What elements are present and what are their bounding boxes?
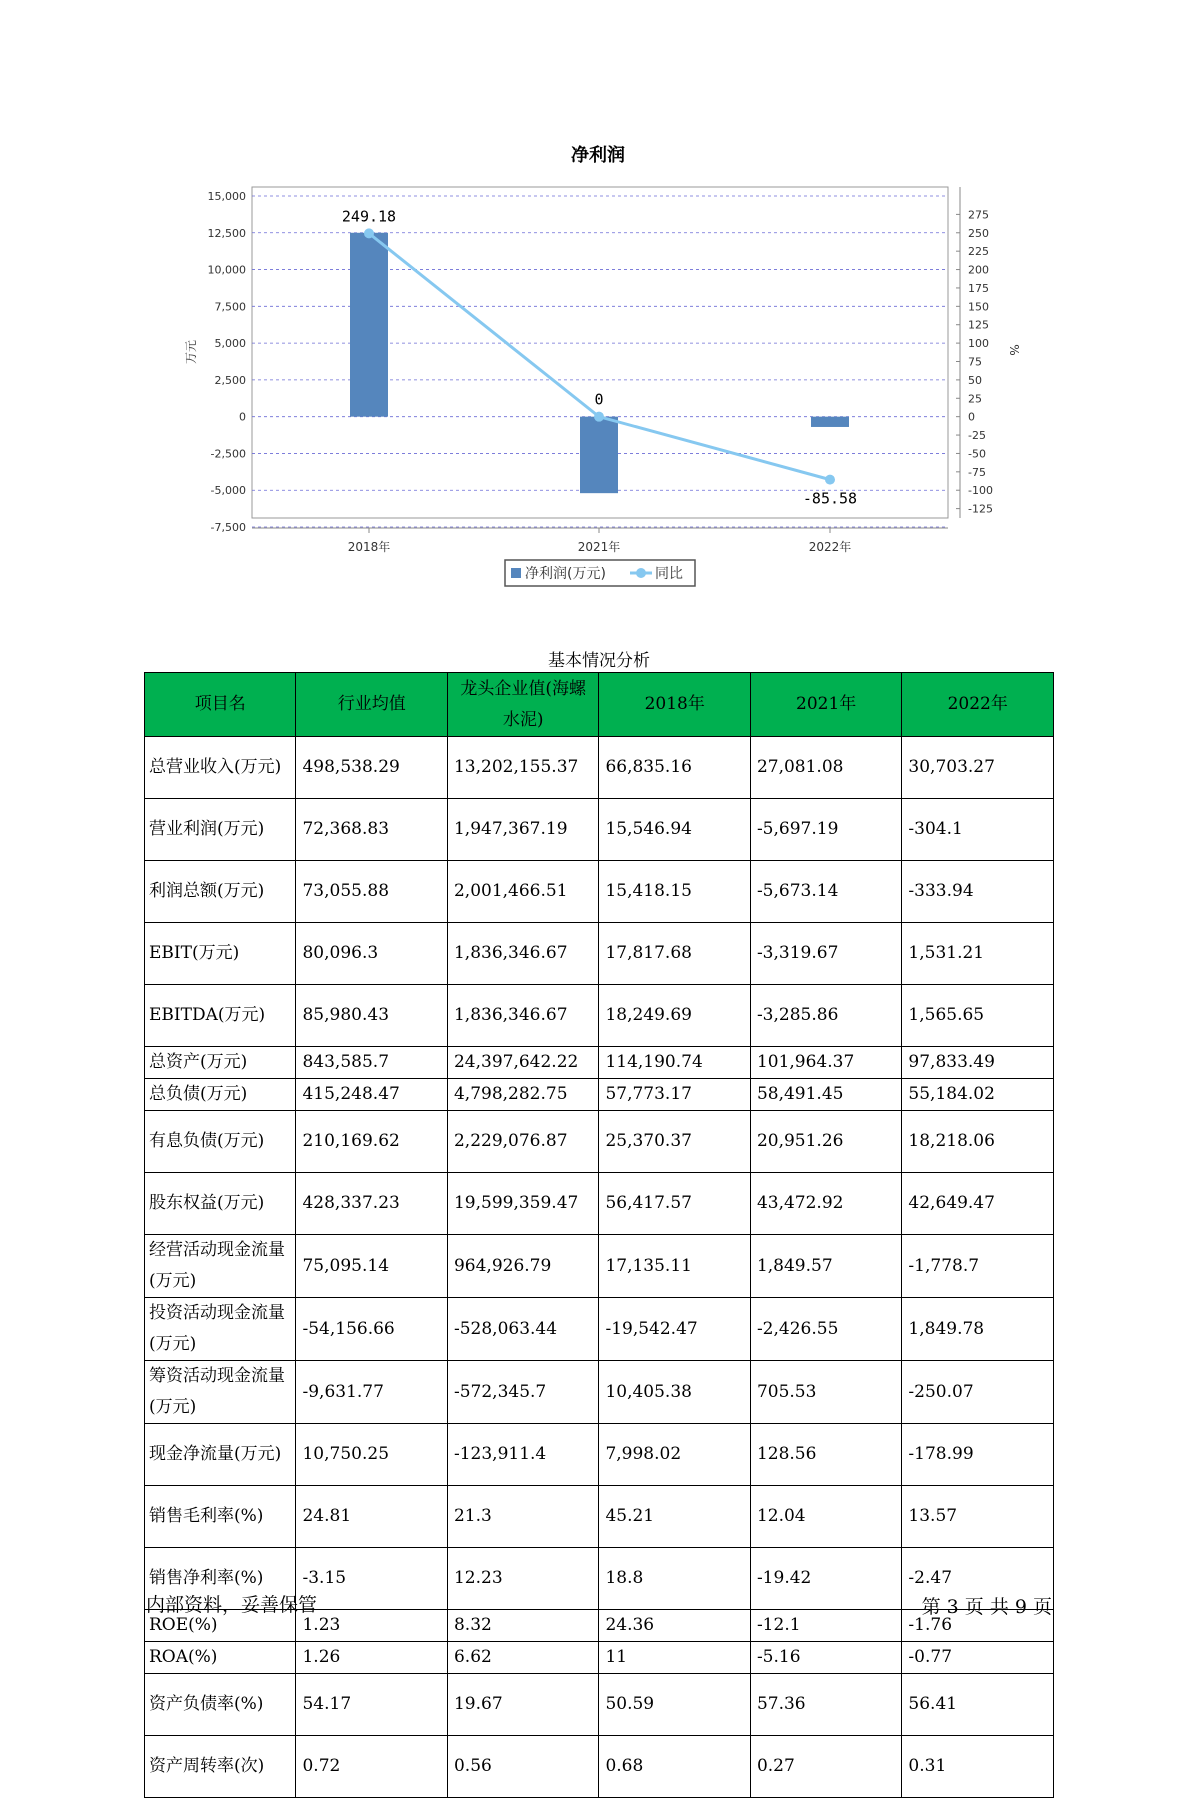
y2-tick-label: 125 (968, 318, 989, 332)
y2-tick-label: 50 (968, 373, 982, 387)
table-cell: -333.94 (902, 861, 1054, 923)
y2-tick-label: 275 (968, 208, 989, 222)
row-label: 总营业收入(万元) (145, 737, 296, 799)
yoy-data-label: -85.58 (802, 489, 858, 508)
chart-title: 净利润 (571, 145, 625, 166)
y-tick-label: 10,000 (207, 263, 246, 277)
table-cell: 13,202,155.37 (447, 737, 598, 799)
x-tick-label: 2022年 (808, 540, 852, 554)
table-cell: -178.99 (902, 1424, 1054, 1486)
header-2022: 2022年 (902, 673, 1054, 737)
table-cell: 1,836,346.67 (447, 923, 598, 985)
table-cell: -2.47 (902, 1548, 1054, 1610)
table-cell: 498,538.29 (296, 737, 447, 799)
header-2021: 2021年 (750, 673, 901, 737)
table-cell: 6.62 (447, 1642, 598, 1674)
header-2018: 2018年 (599, 673, 750, 737)
row-label: 销售毛利率(%) (145, 1486, 296, 1548)
y2-tick-label: -25 (968, 429, 986, 443)
table-cell: 50.59 (599, 1674, 750, 1736)
y2-tick-label: 75 (968, 355, 982, 369)
table-cell: -0.77 (902, 1642, 1054, 1674)
footer-confidential-note: 内部资料，妥善保管 (146, 1594, 318, 1616)
row-label: 利润总额(万元) (145, 861, 296, 923)
table-row (145, 1047, 1054, 1079)
y-tick-label: -5,000 (210, 484, 246, 498)
row-label: 筹资活动现金流量(万元) (145, 1361, 296, 1424)
table-cell: 1,849.78 (902, 1298, 1054, 1361)
table-cell: -5,673.14 (750, 861, 901, 923)
table-cell: 45.21 (599, 1486, 750, 1548)
table-cell: -5,697.19 (750, 799, 901, 861)
yoy-point (594, 412, 604, 422)
bar-2022年 (811, 417, 849, 427)
table-cell: 101,964.37 (750, 1047, 901, 1079)
table-cell: 24.81 (296, 1486, 447, 1548)
table-cell: -2,426.55 (750, 1298, 901, 1361)
table-cell: 55,184.02 (902, 1079, 1054, 1111)
table-cell: 18.8 (599, 1548, 750, 1610)
table-row (145, 861, 1054, 923)
table-cell: 85,980.43 (296, 985, 447, 1047)
row-label: 总负债(万元) (145, 1079, 296, 1111)
table-cell: 58,491.45 (750, 1079, 901, 1111)
table-cell: 13.57 (902, 1486, 1054, 1548)
table-cell: 2,229,076.87 (447, 1111, 598, 1173)
table-cell: 0.27 (750, 1736, 901, 1798)
yoy-point (364, 228, 374, 238)
yoy-data-label: 0 (594, 390, 604, 409)
x-tick-label: 2021年 (577, 540, 621, 554)
legend-bar-swatch (511, 568, 521, 578)
table-cell: 19,599,359.47 (447, 1173, 598, 1235)
table-cell: 97,833.49 (902, 1047, 1054, 1079)
table-cell: 0.68 (599, 1736, 750, 1798)
table-row (145, 1486, 1054, 1548)
table-cell: 8.32 (447, 1610, 598, 1642)
table-cell: 57.36 (750, 1674, 901, 1736)
table-cell: 15,418.15 (599, 861, 750, 923)
table-row (145, 1111, 1054, 1173)
header-leader-value: 龙头企业值(海螺水泥) (447, 673, 598, 737)
y-tick-label: 2,500 (214, 373, 246, 387)
table-row (145, 1079, 1054, 1111)
table-cell: 0.56 (447, 1736, 598, 1798)
table-cell: 19.67 (447, 1674, 598, 1736)
table-cell: 18,218.06 (902, 1111, 1054, 1173)
row-label: 销售净利率(%) (145, 1548, 296, 1610)
y2-tick-label: 225 (968, 245, 989, 259)
net-profit-chart (0, 0, 1191, 620)
table-cell: 428,337.23 (296, 1173, 447, 1235)
y2-axis-label: % (1007, 344, 1021, 356)
table-cell: -19.42 (750, 1548, 901, 1610)
bar-2021年 (580, 417, 618, 493)
table-cell: -3,319.67 (750, 923, 901, 985)
row-label: EBITDA(万元) (145, 985, 296, 1047)
table-cell: -9,631.77 (296, 1361, 447, 1424)
legend-line-marker (636, 568, 646, 578)
table-cell: 80,096.3 (296, 923, 447, 985)
table-cell: 66,835.16 (599, 737, 750, 799)
y-axis-label: 万元 (184, 339, 198, 365)
y2-tick-label: -75 (968, 465, 986, 479)
table-cell: 24,397,642.22 (447, 1047, 598, 1079)
row-label: 有息负债(万元) (145, 1111, 296, 1173)
table-cell: 20,951.26 (750, 1111, 901, 1173)
y2-tick-label: 250 (968, 226, 989, 240)
x-tick-label: 2018年 (347, 540, 391, 554)
row-label: 股东权益(万元) (145, 1173, 296, 1235)
table-cell: 964,926.79 (447, 1235, 598, 1298)
table-cell: 25,370.37 (599, 1111, 750, 1173)
table-cell: 1.23 (296, 1610, 447, 1642)
table-cell: 17,135.11 (599, 1235, 750, 1298)
table-cell: 0.31 (902, 1736, 1054, 1798)
table-cell: -528,063.44 (447, 1298, 598, 1361)
row-label: ROE(%) (145, 1610, 296, 1642)
table-cell: -1.76 (902, 1610, 1054, 1642)
table-cell: 10,750.25 (296, 1424, 447, 1486)
y-tick-label: 0 (239, 410, 246, 424)
y-tick-label: 7,500 (214, 300, 246, 314)
y-tick-label: 12,500 (207, 226, 246, 240)
y2-tick-label: 175 (968, 281, 989, 295)
table-cell: 42,649.47 (902, 1173, 1054, 1235)
table-cell: -250.07 (902, 1361, 1054, 1424)
chart-svg (0, 0, 1191, 620)
table-cell: 73,055.88 (296, 861, 447, 923)
table-cell: 7,998.02 (599, 1424, 750, 1486)
table-cell: 415,248.47 (296, 1079, 447, 1111)
table-header-row (145, 673, 1054, 737)
row-label: ROA(%) (145, 1642, 296, 1674)
table-row (145, 1235, 1054, 1298)
y-tick-label: -2,500 (210, 447, 246, 461)
table-cell: 15,546.94 (599, 799, 750, 861)
table-cell: -12.1 (750, 1610, 901, 1642)
table-cell: 10,405.38 (599, 1361, 750, 1424)
table-row (145, 1424, 1054, 1486)
table-cell: 54.17 (296, 1674, 447, 1736)
bar-2018年 (350, 233, 388, 417)
table-cell: 1,531.21 (902, 923, 1054, 985)
table-cell: -5.16 (750, 1642, 901, 1674)
y2-tick-label: -100 (968, 484, 993, 498)
header-industry-avg: 行业均值 (296, 673, 447, 737)
table-cell: 17,817.68 (599, 923, 750, 985)
table-cell: 24.36 (599, 1610, 750, 1642)
row-label: 资产周转率(次) (145, 1736, 296, 1798)
table-cell: 18,249.69 (599, 985, 750, 1047)
table-cell: 56.41 (902, 1674, 1054, 1736)
table-cell: 128.56 (750, 1424, 901, 1486)
table-row (145, 985, 1054, 1047)
yoy-data-label: 249.18 (341, 207, 397, 226)
table-cell: 1.26 (296, 1642, 447, 1674)
table-cell: -19,542.47 (599, 1298, 750, 1361)
y2-tick-label: 0 (968, 410, 975, 424)
table-cell: -572,345.7 (447, 1361, 598, 1424)
table-row (145, 737, 1054, 799)
row-label: 投资活动现金流量(万元) (145, 1298, 296, 1361)
table-cell: 21.3 (447, 1486, 598, 1548)
table-row (145, 923, 1054, 985)
table-cell: 1,836,346.67 (447, 985, 598, 1047)
table-cell: 11 (599, 1642, 750, 1674)
table-cell: 4,798,282.75 (447, 1079, 598, 1111)
legend-line-label: 同比 (655, 566, 683, 582)
table-row (145, 799, 1054, 861)
row-label: 经营活动现金流量(万元) (145, 1235, 296, 1298)
y-tick-label: -7,500 (210, 521, 246, 534)
table-cell: -304.1 (902, 799, 1054, 861)
table-cell: 57,773.17 (599, 1079, 750, 1111)
table-cell: 27,081.08 (750, 737, 901, 799)
table-cell: -54,156.66 (296, 1298, 447, 1361)
y2-tick-label: 150 (968, 300, 989, 314)
yoy-point (825, 475, 835, 485)
table-cell: 12.04 (750, 1486, 901, 1548)
table-row (145, 1361, 1054, 1424)
row-label: EBIT(万元) (145, 923, 296, 985)
table-cell: 0.72 (296, 1736, 447, 1798)
row-label: 现金净流量(万元) (145, 1424, 296, 1486)
table-cell: 2,001,466.51 (447, 861, 598, 923)
table-cell: -3,285.86 (750, 985, 901, 1047)
legend-bar-label: 净利润(万元) (525, 566, 606, 582)
basic-analysis-table (144, 672, 1054, 1798)
table-cell: 1,565.65 (902, 985, 1054, 1047)
row-label: 资产负债率(%) (145, 1674, 296, 1736)
table-caption: 基本情况分析 (548, 651, 650, 671)
table-row (145, 1173, 1054, 1235)
table-cell: 1,849.57 (750, 1235, 901, 1298)
table-cell: 56,417.57 (599, 1173, 750, 1235)
y2-tick-label: -125 (968, 502, 993, 516)
table-cell: -1,778.7 (902, 1235, 1054, 1298)
table-cell: 30,703.27 (902, 737, 1054, 799)
table-row (145, 1298, 1054, 1361)
table-cell: 1,947,367.19 (447, 799, 598, 861)
table-cell: -123,911.4 (447, 1424, 598, 1486)
table-row (145, 1736, 1054, 1798)
header-item-name: 项目名 (145, 673, 296, 737)
footer-page-number: 第 3 页 共 9 页 (921, 1596, 1052, 1618)
table-cell: 114,190.74 (599, 1047, 750, 1079)
y-tick-label: 15,000 (207, 190, 246, 203)
y2-tick-label: 25 (968, 392, 982, 406)
table-cell: 843,585.7 (296, 1047, 447, 1079)
table-cell: 210,169.62 (296, 1111, 447, 1173)
table-cell: 72,368.83 (296, 799, 447, 861)
table-cell: 705.53 (750, 1361, 901, 1424)
y2-tick-label: 200 (968, 263, 989, 277)
table-row (145, 1642, 1054, 1674)
y2-tick-label: -50 (968, 447, 986, 461)
table-cell: 75,095.14 (296, 1235, 447, 1298)
row-label: 总资产(万元) (145, 1047, 296, 1079)
table-cell: 43,472.92 (750, 1173, 901, 1235)
table-row (145, 1674, 1054, 1736)
y2-tick-label: 100 (968, 337, 989, 351)
y-tick-label: 5,000 (214, 337, 246, 351)
row-label: 营业利润(万元) (145, 799, 296, 861)
table-cell: 12.23 (447, 1548, 598, 1610)
table-cell: -3.15 (296, 1548, 447, 1610)
